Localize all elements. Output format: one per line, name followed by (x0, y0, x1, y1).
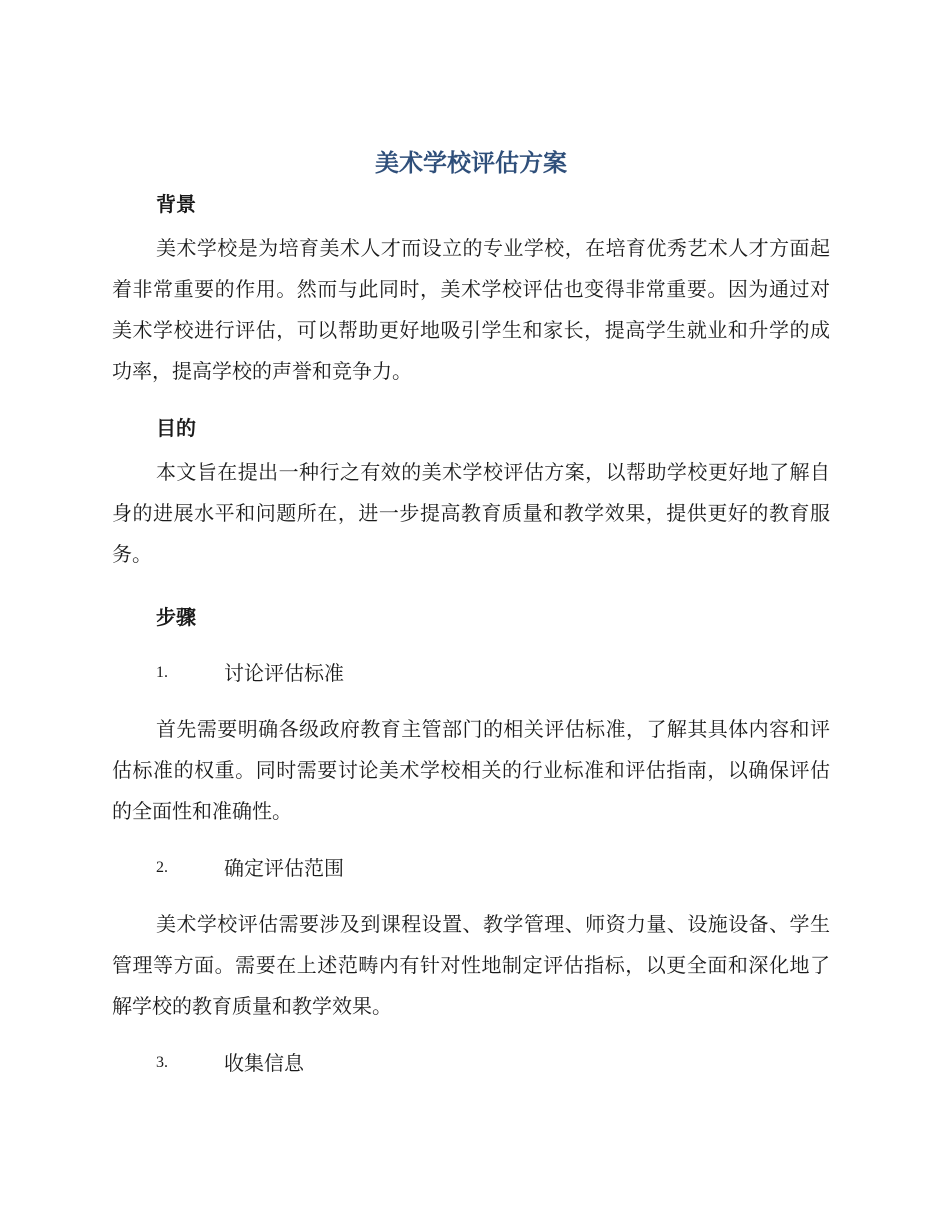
step-label: 确定评估范围 (224, 856, 344, 880)
step-paragraph: 美术学校评估需要涉及到课程设置、教学管理、师资力量、设施设备、学生管理等方面。需要在上述范畴内有针对性地制定评估指标，以更全面和深化地了解学校的教育质量和教学效果。 (112, 912, 830, 1018)
step-number: 2. (156, 859, 168, 876)
step-item-1 (112, 659, 830, 687)
section-heading-purpose: 目的 (156, 416, 196, 440)
step-label: 收集信息 (224, 1051, 304, 1075)
step-number: 1. (156, 664, 168, 681)
step-item-2 (112, 854, 830, 882)
document-title: 美术学校评估方案 (375, 149, 567, 177)
section-heading-background: 背景 (156, 192, 196, 216)
document-page (112, 146, 830, 1077)
step-number: 3. (156, 1054, 168, 1071)
step-item-3 (112, 1049, 830, 1077)
background-paragraph: 美术学校是为培育美术人才而设立的专业学校，在培育优秀艺术人才方面起着非常重要的作用。然而与此同时，美术学校评估也变得非常重要。因为通过对美术学校进行评估，可以帮助更好地吸引学生和家长，提高学生就业和升学的成功率，提高学校的声誉和竞争力。 (112, 236, 830, 383)
section-heading-steps: 步骤 (156, 605, 196, 629)
step-label: 讨论评估标准 (224, 661, 344, 685)
step-paragraph: 首先需要明确各级政府教育主管部门的相关评估标准，了解其具体内容和评估标准的权重。同时需要讨论美术学校相关的行业标准和评估指南，以确保评估的全面性和准确性。 (112, 717, 830, 823)
purpose-paragraph: 本文旨在提出一种行之有效的美术学校评估方案，以帮助学校更好地了解自身的进展水平和问题所在，进一步提高教育质量和教学效果，提供更好的教育服务。 (112, 460, 830, 566)
